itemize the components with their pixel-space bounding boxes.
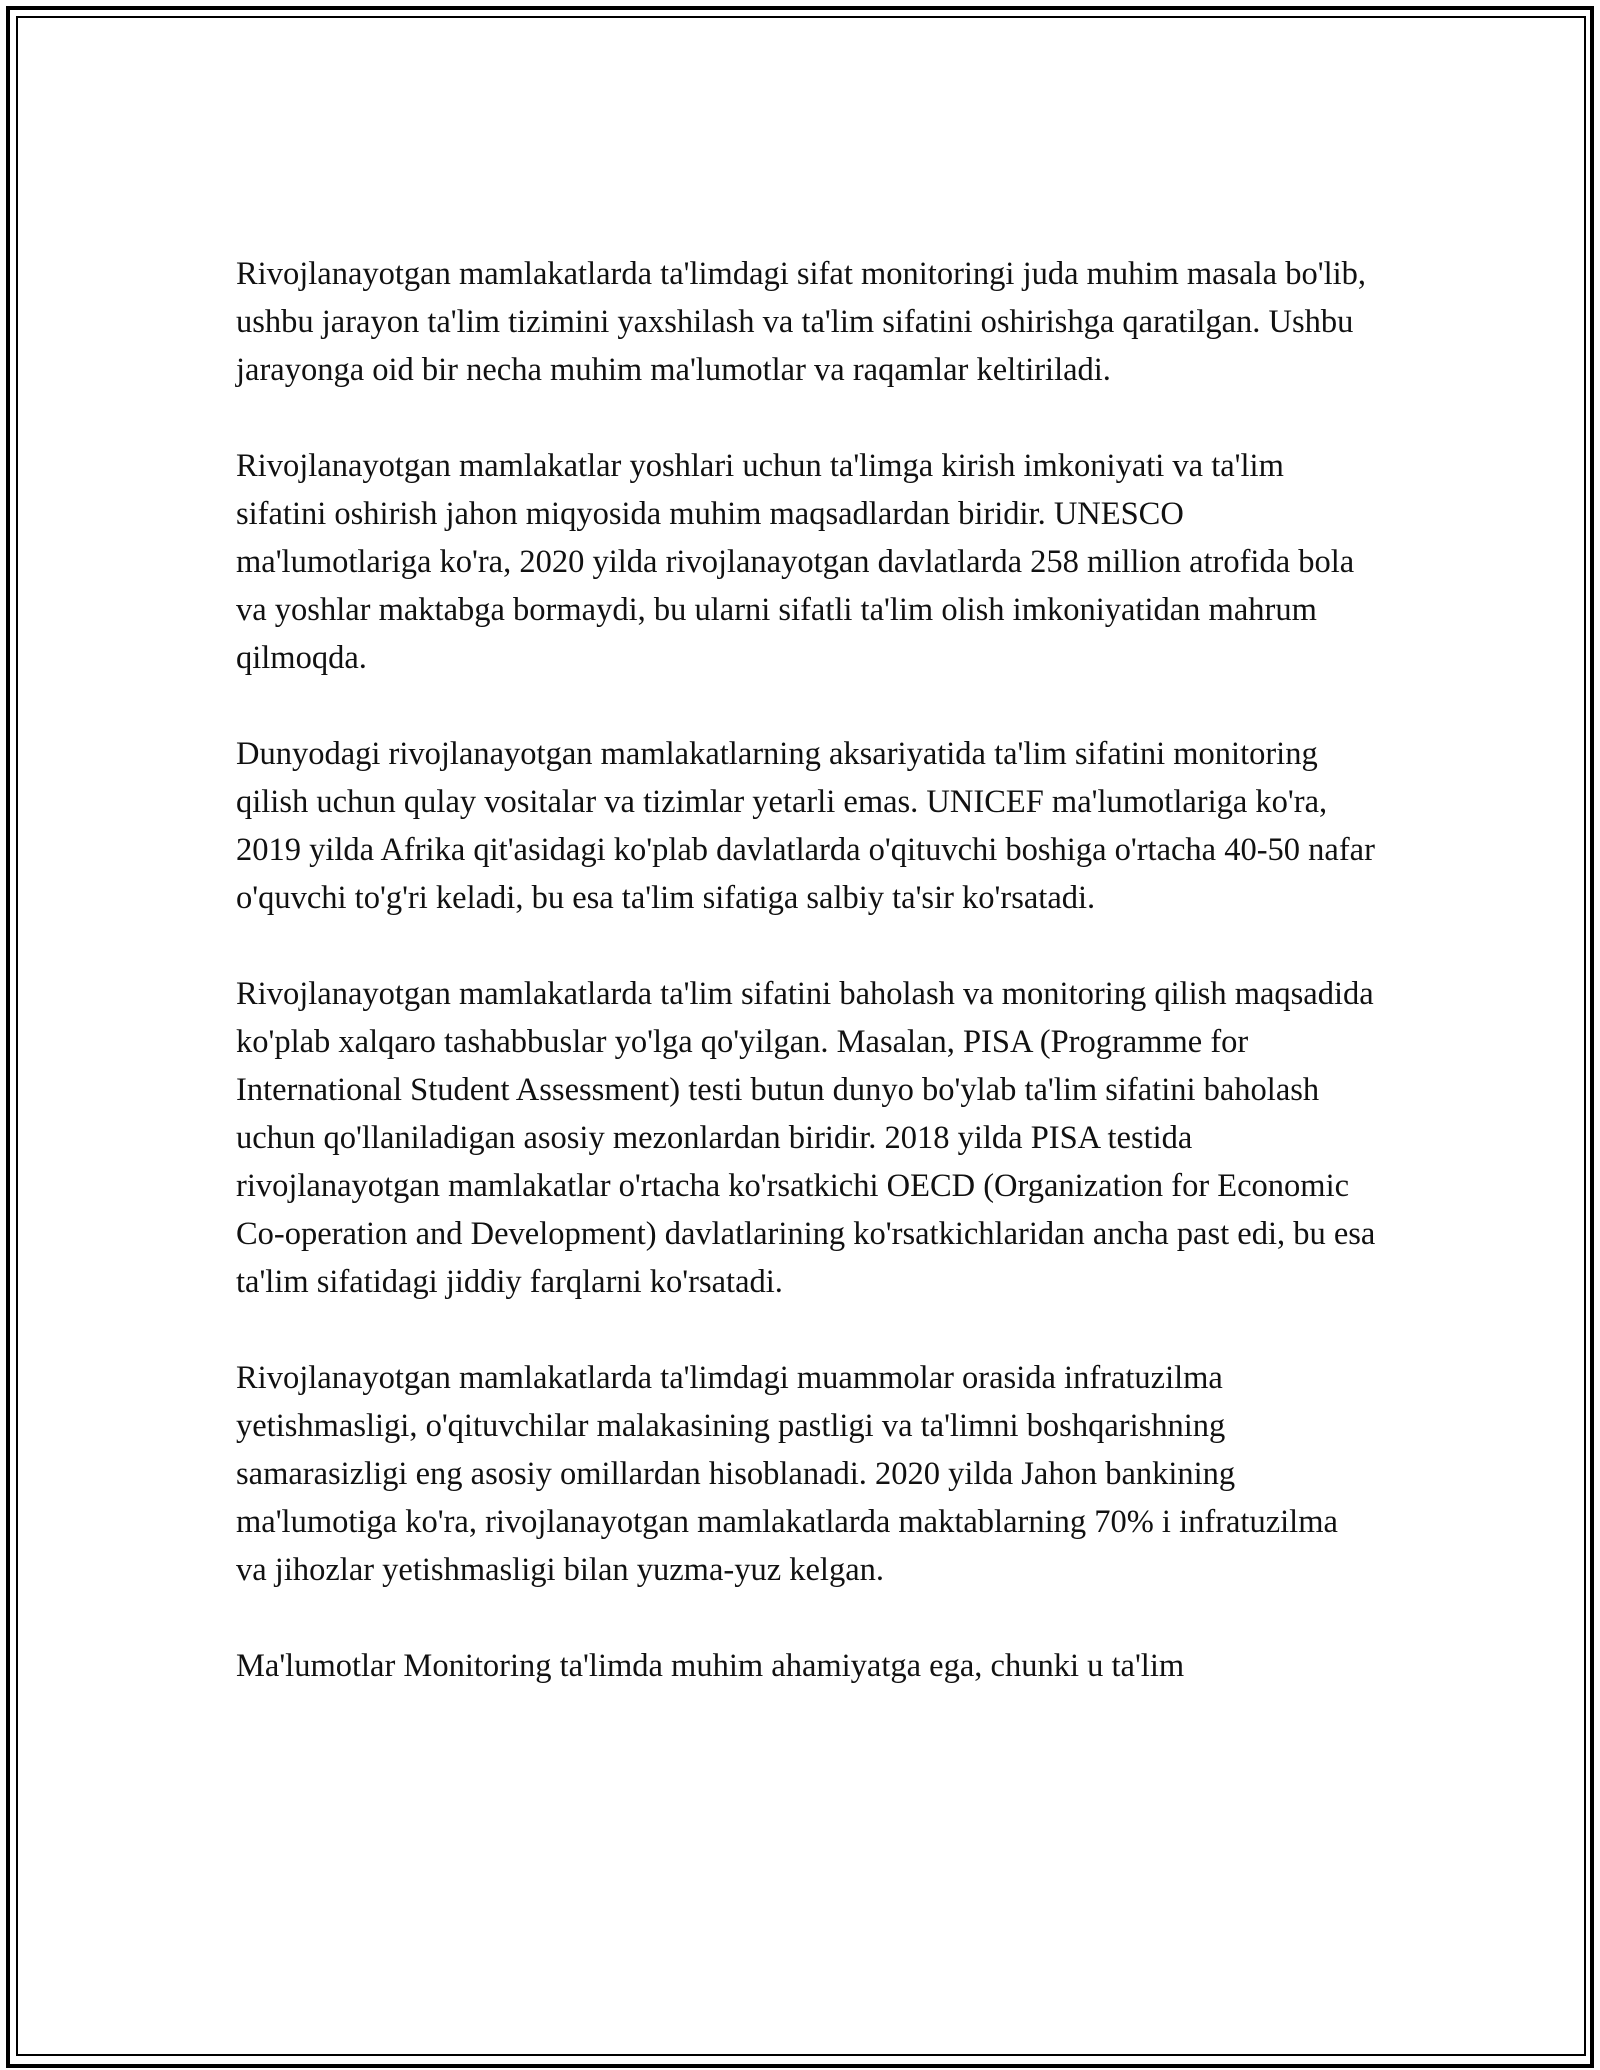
paragraph-unesco: Rivojlanayotgan mamlakatlar yoshlari uchun ta'limga kirish imkoniyati va ta'lim sifatini oshirish jahon miqyosida muhim maqsadlardan biridir. UNESCO ma'lumotlariga ko'ra, 2020 yilda rivojlanayotgan davlatlarda 258 million atrofida bola va yoshlar maktabga bormaydi, bu ularni sifatli ta'lim olish imkoniyatidan mahrum qilmoqda. — [236, 448, 1355, 676]
document-body — [236, 250, 1376, 1738]
paragraph-world-bank: Rivojlanayotgan mamlakatlarda ta'limdagi muammolar orasida infratuzilma yetishmasligi, o'qituvchilar malakasining pastligi va ta'limni boshqarishning samarasizligi eng asosiy omillardan hisoblanadi. 2020 yilda Jahon bankining ma'lumotiga ko'ra, rivojlanayotgan mamlakatlarda maktablarning 70% i infratuzilma va jihozlar yetishmasligi bilan yuzma-yuz kelgan. — [236, 1360, 1338, 1588]
paragraph-intro: Rivojlanayotgan mamlakatlarda ta'limdagi sifat monitoringi juda muhim masala bo'lib, ushbu jarayon ta'lim tizimini yaxshilash va ta'lim sifatini oshirishga qaratilgan. Ushbu jarayonga oid bir necha muhim ma'lumotlar va raqamlar keltiriladi. — [236, 256, 1367, 388]
paragraph-monitoring: Ma'lumotlar Monitoring ta'limda muhim ahamiyatga ega, chunki u ta'lim — [236, 1648, 1185, 1684]
paragraph-pisa: Rivojlanayotgan mamlakatlarda ta'lim sifatini baholash va monitoring qilish maqsadida ko'plab xalqaro tashabbuslar yo'lga qo'yilgan. Masalan, PISA (Programme for International Student Assessment) testi butun dunyo bo'ylab ta'lim sifatini baholash uchun qo'llaniladigan asosiy mezonlardan biridir. 2018 yilda PISA testida rivojlanayotgan mamlakatlar o'rtacha ko'rsatkichi OECD (Organization for Economic Co-operation and Development) davlatlarining ko'rsatkichlaridan ancha past edi, bu esa ta'lim sifatidagi jiddiy farqlarni ko'rsatadi. — [236, 976, 1376, 1300]
paragraph-unicef: Dunyodagi rivojlanayotgan mamlakatlarning aksariyatida ta'lim sifatini monitoring qilish uchun qulay vositalar va tizimlar yetarli emas. UNICEF ma'lumotlariga ko'ra, 2019 yilda Afrika qit'asidagi ko'plab davlatlarda o'qituvchi boshiga o'rtacha 40-50 nafar o'quvchi to'g'ri keladi, bu esa ta'lim sifatiga salbiy ta'sir ko'rsatadi. — [236, 736, 1375, 916]
